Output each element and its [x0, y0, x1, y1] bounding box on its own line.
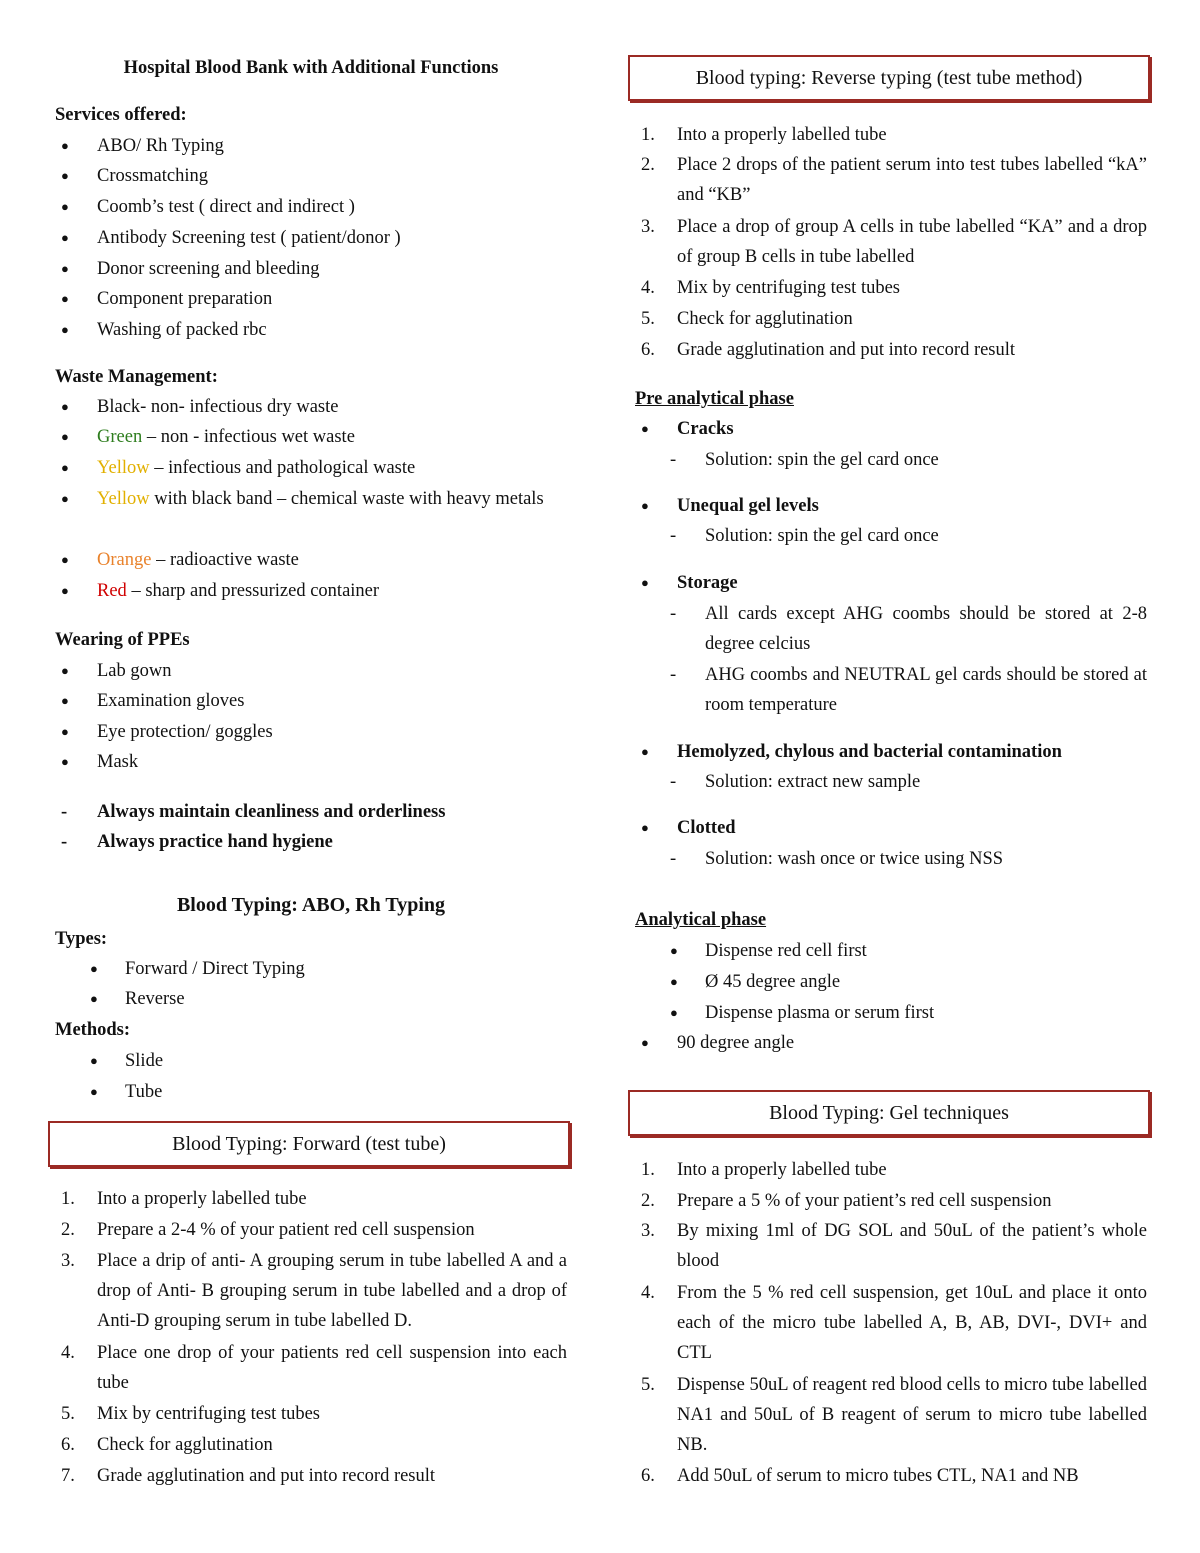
list-item: ● Eye protection/ goggles [55, 717, 567, 747]
list-item: 5. Dispense 50uL of reagent red blood cells to micro tube labelled NA1 and 50uL of B reagent of serum to micro tube labelled NB. [641, 1375, 1147, 1455]
ppe-note: - Always practice hand hygiene [55, 827, 567, 857]
list-item: ● Component preparation [55, 284, 567, 314]
waste-text: – sharp and pressurized container [126, 581, 380, 601]
step-text: Mix by centrifuging test tubes [97, 1404, 320, 1424]
note-item: - Solution: extract new sample [635, 767, 1147, 797]
list-item: 3. By mixing 1ml of DG SOL and 50uL of the patient’s whole blood [641, 1221, 1147, 1271]
gel-section-box: Blood Typing: Gel techniques [628, 1090, 1150, 1136]
list-item: ● Washing of packed rbc [55, 315, 567, 345]
list-item: 7. Grade agglutination and put into record result [61, 1466, 436, 1486]
list-item: 6. Check for agglutination [61, 1435, 273, 1455]
list-item: ● Hemolyzed, chylous and bacterial contamination [635, 737, 1147, 767]
waste-text: Black- non- infectious dry waste [97, 397, 339, 417]
waste-text: – radioactive waste [151, 550, 299, 570]
waste-item-green [55, 422, 567, 452]
note-item: - AHG coombs and NEUTRAL gel cards should be stored at room temperature [635, 660, 1147, 720]
list-item: 3. Place a drip of anti- A grouping serum in tube labelled A and a drop of Anti- B grouping serum in tube labelled and a drop of Anti-D grouping serum in tube labelled D. [61, 1251, 567, 1331]
note-item: - Solution: spin the gel card once [635, 445, 1147, 475]
list-item: ● Unequal gel levels [635, 491, 1147, 521]
waste-heading: Waste Management: [55, 367, 218, 387]
waste-item-yellow [55, 453, 567, 483]
pre-analytical-heading: Pre analytical phase [635, 389, 794, 409]
list-item: ● ABO/ Rh Typing [55, 131, 567, 161]
analytical-heading: Analytical phase [635, 910, 767, 930]
list-item: ● Storage [635, 568, 1147, 598]
list-item: 1. Into a properly labelled tube [61, 1189, 307, 1209]
list-item: ● Cracks [635, 414, 1147, 444]
note-item: - Solution: spin the gel card once [635, 521, 1147, 551]
waste-color-word: Yellow [97, 489, 150, 509]
ppe-note: - Always maintain cleanliness and orderliness [55, 797, 567, 827]
list-item: ● Reverse [55, 984, 567, 1014]
types-heading: Types: [55, 929, 108, 949]
list-item: ● Tube [55, 1077, 567, 1107]
step-text: Add 50uL of serum to micro tubes CTL, NA1 and NB [677, 1466, 1079, 1486]
waste-text: – infectious and pathological waste [149, 458, 416, 478]
list-item: ● Dispense plasma or serum first [635, 998, 1147, 1028]
list-item: ● Mask [55, 747, 567, 777]
step-text: Grade agglutination and put into record result [677, 340, 1016, 360]
list-item: ● Clotted [635, 813, 1147, 843]
list-item: 1. Into a properly labelled tube [641, 125, 887, 145]
waste-item-black [55, 392, 567, 422]
step-text: Prepare a 5 % of your patient’s red cell suspension [677, 1191, 1052, 1211]
list-item: 3. Place a drop of group A cells in tube labelled “KA” and a drop of group B cells in tube labelled [641, 217, 1147, 267]
waste-color-word: Red [97, 581, 127, 601]
note-item: - All cards except AHG coombs should be stored at 2-8 degree celcius [635, 599, 1147, 659]
waste-text: – non - infectious wet waste [142, 427, 355, 447]
forward-section-box: Blood Typing: Forward (test tube) [48, 1121, 570, 1167]
list-item: 1. Into a properly labelled tube [641, 1160, 887, 1180]
step-text: Place a drop of group A cells in tube labelled “KA” and a drop of group B cells in tube labelled [677, 217, 1147, 267]
step-text: From the 5 % red cell suspension, get 10uL and place it onto each of the micro tube labelled A, B, AB, DVI-, DVI+ and CTL [677, 1283, 1147, 1363]
waste-color-word: Yellow [97, 458, 150, 478]
list-item: ● Forward / Direct Typing [55, 954, 567, 984]
step-text: Dispense 50uL of reagent red blood cells to micro tube labelled NA1 and 50uL of B reagent of serum to micro tube labelled NB. [677, 1375, 1147, 1455]
step-text: Mix by centrifuging test tubes [677, 278, 900, 298]
step-text: Into a properly labelled tube [97, 1189, 307, 1209]
waste-color-word: Green [97, 427, 143, 447]
waste-item-yellow-black-band [55, 484, 567, 514]
list-item: ● Dispense red cell first [635, 936, 1147, 966]
list-item: 4. Place one drop of your patients red cell suspension into each tube [61, 1343, 567, 1393]
list-item: ● 90 degree angle [635, 1028, 1147, 1058]
ppe-heading: Wearing of PPEs [55, 630, 190, 650]
step-text: Place a drip of anti- A grouping serum in tube labelled A and a drop of Anti- B grouping serum in tube labelled and a drop of Anti-D grouping serum in tube labelled D. [97, 1251, 567, 1331]
list-item: 5. Mix by centrifuging test tubes [61, 1404, 320, 1424]
services-heading: Services offered: [55, 105, 187, 125]
list-item: ● Lab gown [55, 656, 567, 686]
document-title: Hospital Blood Bank with Additional Functions [123, 58, 499, 78]
step-text: Check for agglutination [97, 1435, 273, 1455]
step-text: Place 2 drops of the patient serum into test tubes labelled “kA” and “KB” [677, 155, 1147, 205]
waste-color-word: Orange [97, 550, 152, 570]
abo-heading: Blood Typing: ABO, Rh Typing [176, 894, 446, 916]
waste-item-red [55, 576, 567, 606]
step-text: Place one drop of your patients red cell suspension into each tube [97, 1343, 567, 1393]
reverse-section-box: Blood typing: Reverse typing (test tube method) [628, 55, 1150, 101]
list-item: ● Ø 45 degree angle [635, 967, 1147, 997]
waste-text: with black band – chemical waste with heavy metals [149, 489, 544, 509]
list-item: ● Donor screening and bleeding [55, 254, 567, 284]
list-item: ● Examination gloves [55, 686, 567, 716]
step-text: Into a properly labelled tube [677, 125, 887, 145]
list-item: ● Crossmatching [55, 161, 567, 191]
list-item: 4. From the 5 % red cell suspension, get 10uL and place it onto each of the micro tube labelled A, B, AB, DVI-, DVI+ and CTL [641, 1283, 1147, 1363]
list-item: ● Coomb’s test ( direct and indirect ) [55, 192, 567, 222]
list-item: 2. Prepare a 2-4 % of your patient red cell suspension [61, 1220, 475, 1240]
note-item: - Solution: wash once or twice using NSS [635, 844, 1147, 874]
list-item: ● Antibody Screening test ( patient/donor ) [55, 223, 567, 253]
step-text: Grade agglutination and put into record result [97, 1466, 436, 1486]
waste-item-orange [55, 545, 567, 575]
step-text: By mixing 1ml of DG SOL and 50uL of the patient’s whole blood [677, 1221, 1147, 1271]
step-text: Into a properly labelled tube [677, 1160, 887, 1180]
list-item: 4. Mix by centrifuging test tubes [641, 278, 900, 298]
step-text: Check for agglutination [677, 309, 853, 329]
list-item: 2. Place 2 drops of the patient serum into test tubes labelled “kA” and “KB” [641, 155, 1147, 205]
list-item: 6. Grade agglutination and put into record result [641, 340, 1016, 360]
list-item: 5. Check for agglutination [641, 309, 853, 329]
list-item: 2. Prepare a 5 % of your patient’s red cell suspension [641, 1191, 1052, 1211]
methods-heading: Methods: [55, 1020, 131, 1040]
list-item: ● Slide [55, 1046, 567, 1076]
step-text: Prepare a 2-4 % of your patient red cell suspension [97, 1220, 475, 1240]
list-item: 6. Add 50uL of serum to micro tubes CTL, NA1 and NB [641, 1466, 1079, 1486]
